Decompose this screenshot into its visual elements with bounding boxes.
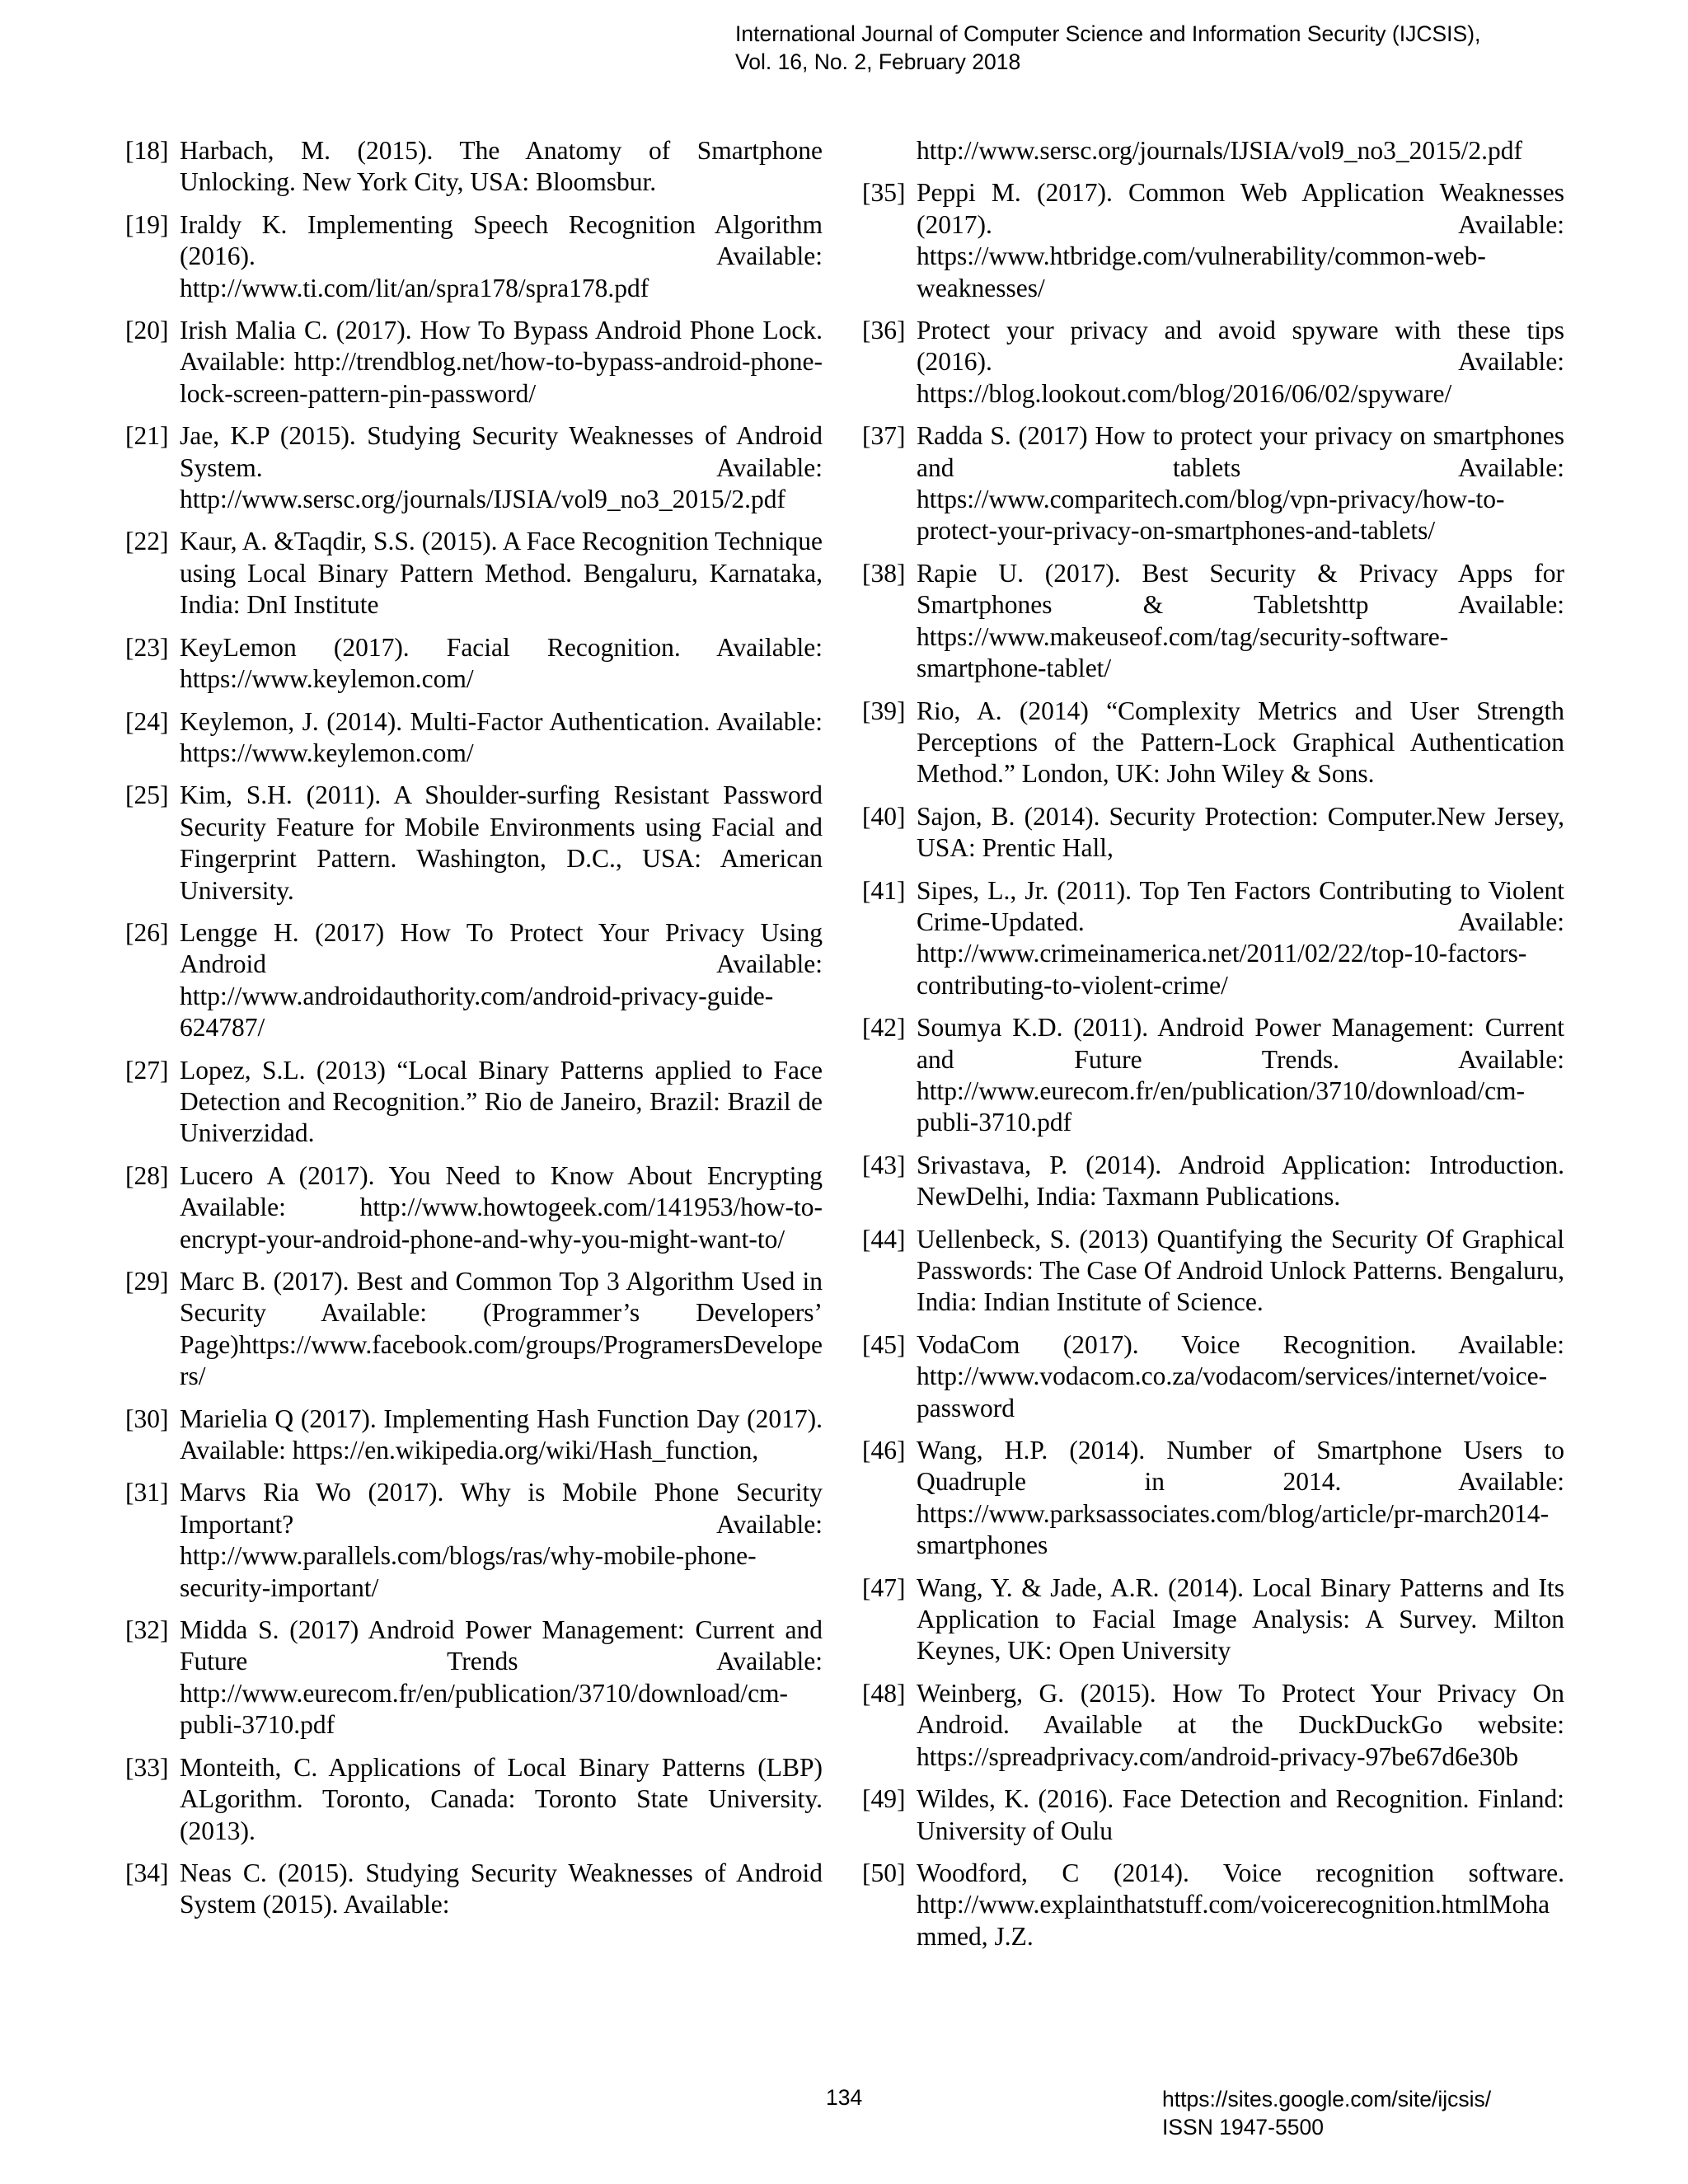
reference-number: [41] — [862, 875, 906, 905]
reference-text: Woodford, C (2014). Voice recognition software. http://www.explainthatstuff.com/voicerecognition.htmlMohammed, J.Z. — [917, 1858, 1564, 1951]
reference-item — [862, 177, 1564, 304]
reference-number: [27] — [125, 1055, 169, 1085]
reference-item — [862, 1150, 1564, 1213]
reference-item — [125, 1615, 823, 1741]
reference-number: [38] — [862, 558, 906, 588]
reference-text: Marvs Ria Wo (2017). Why is Mobile Phone Security Important? Available: http://www.parallels.com/blogs/ras/why-mobile-phone-security-important/ — [180, 1478, 823, 1602]
reference-text: Lengge H. (2017) How To Protect Your Privacy Using Android Available: http://www.androidauthority.com/android-privacy-guide-624787/ — [180, 917, 823, 1043]
reference-number: [34] — [125, 1858, 169, 1887]
reference-item — [125, 780, 823, 907]
footer-issn: ISSN 1947-5500 — [1162, 2115, 1324, 2139]
journal-header — [735, 20, 1642, 76]
reference-number: [25] — [125, 780, 169, 810]
reference-number: [49] — [862, 1784, 906, 1814]
reference-item — [125, 135, 823, 199]
reference-number: [29] — [125, 1267, 169, 1296]
reference-number: [46] — [862, 1436, 906, 1465]
reference-number: [21] — [125, 421, 169, 451]
reference-text: Harbach, M. (2015). The Anatomy of Smartphone Unlocking. New York City, USA: Bloomsbur. — [180, 136, 823, 197]
reference-item — [862, 420, 1564, 547]
reference-item — [862, 1572, 1564, 1667]
reference-item — [125, 1404, 823, 1467]
reference-text: Jae, K.P (2015). Studying Security Weaknesses of Android System. Available: http://www.sersc.org/journals/IJSIA/vol9_no3_2015/2.pdf — [180, 421, 823, 514]
reference-text: Keylemon, J. (2014). Multi-Factor Authentication. Available: https://www.keylemon.com/ — [180, 706, 823, 767]
reference-text: Monteith, C. Applications of Local Binary Patterns (LBP) ALgorithm. Toronto, Canada: Toronto State University. (2013). — [180, 1752, 823, 1845]
reference-text: Sajon, B. (2014). Security Protection: Computer.New Jersey, USA: Prentic Hall, — [917, 801, 1564, 863]
reference-item — [125, 917, 823, 1044]
reference-number: [24] — [125, 706, 169, 736]
reference-item — [125, 1055, 823, 1150]
reference-number: [35] — [862, 178, 906, 208]
reference-text: Wildes, K. (2016). Face Detection and Recognition. Finland: University of Oulu — [917, 1784, 1564, 1845]
reference-item — [862, 1858, 1564, 1952]
reference-number: [45] — [862, 1329, 906, 1359]
reference-number: [48] — [862, 1678, 906, 1708]
reference-continuation[interactable]: http://www.sersc.org/journals/IJSIA/vol9_no3_2015/2.pdf — [917, 136, 1522, 165]
reference-item — [862, 1224, 1564, 1319]
reference-item — [125, 209, 823, 304]
reference-item — [862, 1012, 1564, 1139]
reference-item — [862, 875, 1564, 1002]
reference-item — [125, 1160, 823, 1255]
reference-item — [862, 696, 1564, 790]
reference-number: [26] — [125, 917, 169, 947]
journal-volume: Vol. 16, No. 2, February 2018 — [735, 49, 1021, 74]
page-number: 134 — [826, 2085, 863, 2110]
reference-number: [43] — [862, 1150, 906, 1179]
reference-item — [125, 1477, 823, 1604]
reference-text: Rio, A. (2014) “Complexity Metrics and User Strength Perceptions of the Pattern-Lock Graphical Authentication Method.” London, UK: John Wiley & Sons. — [917, 696, 1564, 789]
reference-item — [862, 1783, 1564, 1847]
reference-text: Irish Malia C. (2017). How To Bypass Android Phone Lock. Available: http://trendblog.net/how-to-bypass-android-phone-lock-screen-pattern-pin-password/ — [180, 316, 823, 408]
reference-item — [125, 526, 823, 621]
reference-number: [42] — [862, 1013, 906, 1043]
reference-number: [36] — [862, 316, 906, 345]
reference-text: Rapie U. (2017). Best Security & Privacy Apps for Smartphones & Tabletshttp Available: https://www.makeuseof.com/tag/security-software-smartphone-tablet/ — [917, 558, 1564, 683]
reference-text: Uellenbeck, S. (2013) Quantifying the Security Of Graphical Passwords: The Case Of Android Unlock Patterns. Bengaluru, India: Indian Institute of Science. — [917, 1224, 1564, 1317]
reference-number: [20] — [125, 316, 169, 345]
reference-number: [40] — [862, 801, 906, 831]
reference-item — [862, 315, 1564, 410]
reference-number: [23] — [125, 632, 169, 662]
reference-text: Srivastava, P. (2014). Android Application: Introduction. NewDelhi, India: Taxmann Publications. — [917, 1150, 1564, 1212]
reference-item — [125, 1858, 823, 1921]
journal-title: International Journal of Computer Science and Information Security (IJCSIS), — [735, 21, 1481, 46]
reference-text: Marielia Q (2017). Implementing Hash Function Day (2017). Available: https://en.wikipedia.org/wiki/Hash_function, — [180, 1404, 823, 1465]
reference-item — [125, 706, 823, 770]
reference-text: Wang, H.P. (2014). Number of Smartphone Users to Quadruple in 2014. Available: https://www.parksassociates.com/blog/article/pr-march2014-smartphones — [917, 1436, 1564, 1560]
reference-text: Wang, Y. & Jade, A.R. (2014). Local Binary Patterns and Its Application to Facial Image Analysis: A Survey. Milton Keynes, UK: Open University — [917, 1572, 1564, 1666]
reference-text: Iraldy K. Implementing Speech Recognition Algorithm (2016). Available: http://www.ti.com/lit/an/spra178/spra178.pdf — [180, 209, 823, 302]
reference-item — [125, 420, 823, 515]
reference-text: KeyLemon (2017). Facial Recognition. Available: https://www.keylemon.com/ — [180, 632, 823, 694]
reference-number: [33] — [125, 1752, 169, 1782]
footer-site-link[interactable]: https://sites.google.com/site/ijcsis/ — [1162, 2087, 1492, 2111]
reference-text: Radda S. (2017) How to protect your privacy on smartphones and tablets Available: https://www.comparitech.com/blog/vpn-privacy/how-to-protect-your-privacy-on-smartphones-and-tablets/ — [917, 421, 1564, 546]
reference-number: [32] — [125, 1615, 169, 1645]
reference-text: Weinberg, G. (2015). How To Protect Your Privacy On Android. Available at the DuckDuckGo website: https://spreadprivacy.com/android-privacy-97be67d6e30b — [917, 1678, 1564, 1771]
reference-item — [862, 558, 1564, 685]
reference-number: [18] — [125, 136, 169, 165]
reference-number: [19] — [125, 209, 169, 239]
reference-text: Sipes, L., Jr. (2011). Top Ten Factors Contributing to Violent Crime-Updated. Available: http://www.crimeinamerica.net/2011/02/22/top-10-factors-contributing-to-violent-crime/ — [917, 875, 1564, 1000]
reference-item — [862, 1678, 1564, 1773]
reference-number: [44] — [862, 1224, 906, 1254]
reference-item — [125, 1266, 823, 1393]
reference-item — [125, 1752, 823, 1847]
reference-item — [862, 1329, 1564, 1424]
reference-number: [50] — [862, 1858, 906, 1887]
reference-text: Soumya K.D. (2011). Android Power Management: Current and Future Trends. Available: http://www.eurecom.fr/en/publication/3710/download/cm-publi-3710.pdf — [917, 1013, 1564, 1137]
reference-item — [862, 801, 1564, 865]
reference-item — [125, 632, 823, 696]
reference-number: [22] — [125, 527, 169, 556]
reference-text: Kaur, A. &Taqdir, S.S. (2015). A Face Recognition Technique using Local Binary Pattern Method. Bengaluru, Karnataka, India: DnI Institute — [180, 527, 823, 620]
reference-text: Kim, S.H. (2011). A Shoulder-surfing Resistant Password Security Feature for Mobile Environments using Facial and Fingerprint Pattern. Washington, D.C., USA: American University. — [180, 780, 823, 905]
reference-number: [28] — [125, 1160, 169, 1190]
reference-number: [39] — [862, 696, 906, 725]
reference-text: Lucero A (2017). You Need to Know About Encrypting Available: http://www.howtogeek.com/141953/how-to-encrypt-your-android-phone-and-why-you-might-want-to/ — [180, 1160, 823, 1254]
reference-number: [30] — [125, 1404, 169, 1433]
reference-text: Lopez, S.L. (2013) “Local Binary Patterns applied to Face Detection and Recognition.” Rio de Janeiro, Brazil: Brazil de Univerzidad. — [180, 1055, 823, 1148]
reference-number: [37] — [862, 421, 906, 451]
reference-text: Peppi M. (2017). Common Web Application Weaknesses (2017). Available: https://www.htbridge.com/vulnerability/common-web-weaknesses/ — [917, 178, 1564, 302]
reference-text: Midda S. (2017) Android Power Management: Current and Future Trends Available: http://www.eurecom.fr/en/publication/3710/download/cm-publi-3710.pdf — [180, 1615, 823, 1740]
reference-text: Neas C. (2015). Studying Security Weaknesses of Android System (2015). Available: — [180, 1858, 823, 1919]
reference-item — [862, 1435, 1564, 1562]
reference-item — [125, 315, 823, 410]
references-right-column — [862, 135, 1564, 1963]
reference-number: [31] — [125, 1478, 169, 1507]
reference-text: VodaCom (2017). Voice Recognition. Available: http://www.vodacom.co.za/vodacom/services/internet/voice-password — [917, 1329, 1564, 1422]
footer-info — [1162, 2085, 1657, 2141]
references-left-column — [125, 135, 823, 1932]
reference-number: [47] — [862, 1572, 906, 1602]
reference-text: Marc B. (2017). Best and Common Top 3 Algorithm Used in Security Available: (Programmer’s Developers’ Page)https://www.facebook.com/groups/ProgramersDevelopers/ — [180, 1267, 823, 1391]
reference-text: Protect your privacy and avoid spyware with these tips (2016). Available: https://blog.lookout.com/blog/2016/06/02/spyware/ — [917, 316, 1564, 408]
